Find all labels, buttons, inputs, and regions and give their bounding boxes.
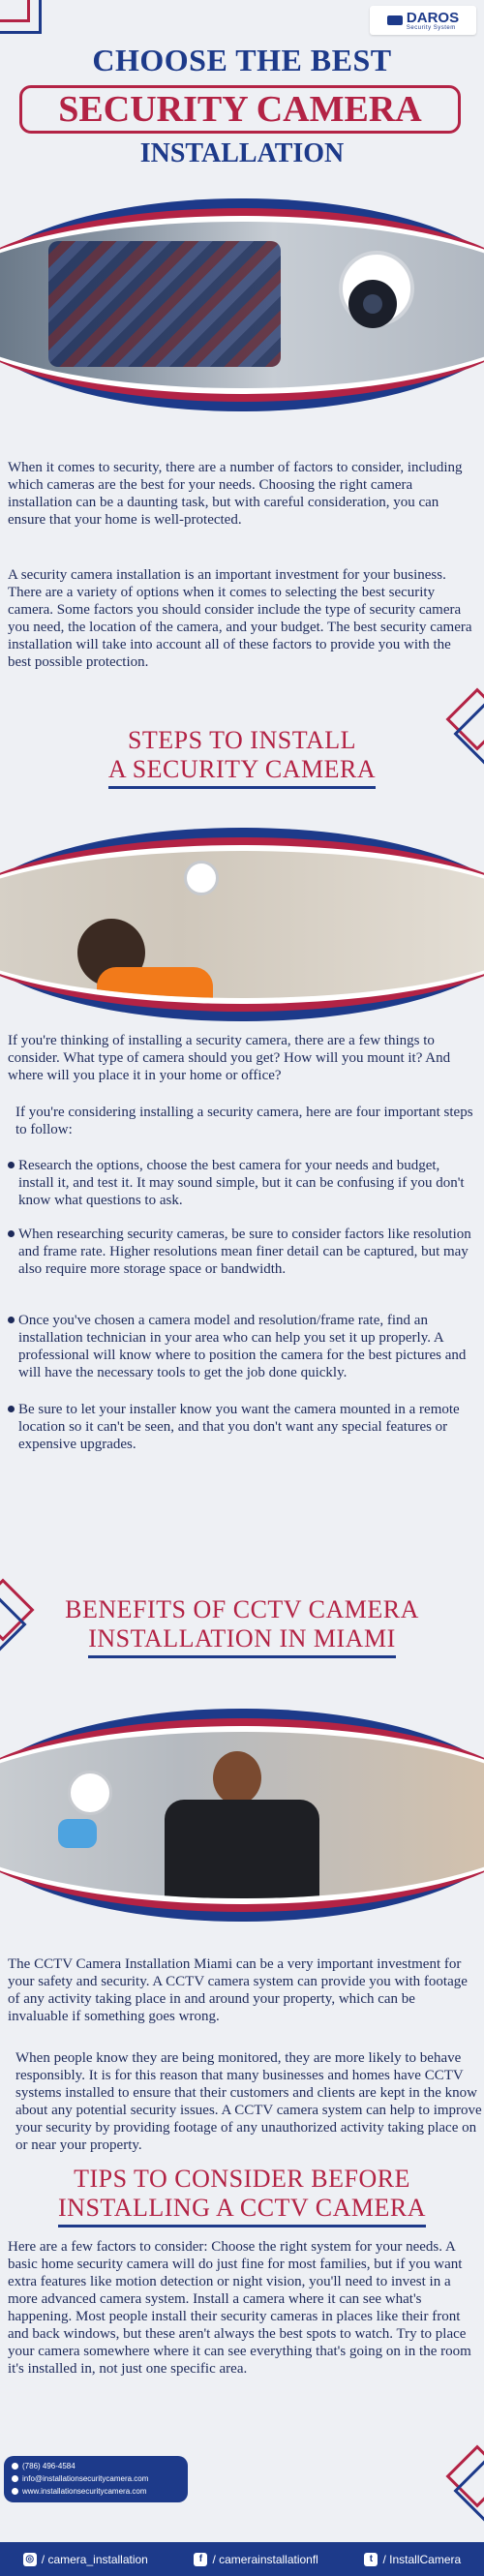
steps-heading-line2: A SECURITY CAMERA bbox=[108, 755, 376, 789]
logo-brand: DAROS bbox=[406, 9, 460, 26]
intro-paragraph-1: When it comes to security, there are a number of factors to consider, including which cameras are the best for your needs. Choosing the right camera installation can be a daunting task, but with careful consideration, you can ensure that your home is well-protected. bbox=[8, 460, 463, 528]
logo-subtitle: Security System bbox=[406, 24, 456, 31]
steps-image-band bbox=[0, 828, 484, 1021]
steps-bullet bbox=[8, 1401, 476, 1453]
facebook-icon: f bbox=[194, 2553, 207, 2566]
twitter-icon: t bbox=[364, 2553, 378, 2566]
social-bar bbox=[0, 2542, 484, 2576]
steps-paragraph-2: If you're considering installing a security camera, here are four important steps to follow: bbox=[15, 1105, 473, 1137]
bullet-dot bbox=[8, 1230, 15, 1237]
bullet-dot bbox=[8, 1317, 15, 1323]
tips-heading bbox=[0, 2165, 484, 2227]
benefits-paragraph-1: The CCTV Camera Installation Miami can be a very important investment for your safety and security. A CCTV camera system can provide you with footage of any activity taking place in and around your property, which can be invaluable if something goes wrong. bbox=[8, 1956, 468, 2024]
steps-heading bbox=[0, 726, 484, 789]
corner-decoration bbox=[0, 0, 30, 22]
benefits-heading-line2: INSTALLATION IN MIAMI bbox=[88, 1624, 396, 1658]
steps-bullet bbox=[8, 1157, 476, 1209]
phone-icon bbox=[12, 2463, 18, 2470]
contact-phone[interactable]: (786) 496-4584 bbox=[12, 2460, 180, 2472]
benefits-image-band bbox=[0, 1709, 484, 1922]
hero-title-line3: INSTALLATION bbox=[139, 138, 345, 168]
benefits-heading-line1: BENEFITS OF CCTV CAMERA bbox=[65, 1595, 419, 1623]
steps-bullet-text: Once you've chosen a camera model and resolution/frame rate, find an installation technician in your area who can help you set it up properly. A professional will know where to position the camera for the best pictures and will have the necessary tools to get the job done quickly. bbox=[18, 1313, 467, 1380]
globe-icon bbox=[12, 2488, 18, 2495]
social-twitter[interactable]: t / InstallCamera bbox=[364, 2553, 461, 2566]
technician-photo bbox=[0, 851, 484, 998]
steps-bullet-text: Research the options, choose the best camera for your needs and budget, install it, and test it. It may sound simple, but it can be confusing if you don't know what questions to ask. bbox=[18, 1158, 465, 1208]
daros-logo bbox=[370, 6, 476, 35]
tips-heading-line1: TIPS TO CONSIDER BEFORE bbox=[74, 2165, 410, 2193]
benefits-heading bbox=[0, 1595, 484, 1658]
camera-icon bbox=[387, 15, 403, 25]
instagram-icon: ◎ bbox=[23, 2553, 37, 2566]
intro-paragraph-2: A security camera installation is an important investment for your business. There are a variety of options when it comes to selecting the best security camera. Some factors you should consider include the type of security camera you need, the location of the camera, and your budget. The best security camera installation will take into account all of these factors to provide you with the best possible protection. bbox=[8, 567, 472, 670]
steps-bullet-text: Be sure to let your installer know you want the camera mounted in a remote location so it can't be seen, and that you don't want any special features or expensive upgrades. bbox=[18, 1402, 460, 1452]
tips-paragraph: Here are a few factors to consider: Choose the right system for your needs. A basic home security camera will do just fine for most families, but if you want extra features like motion detection or night vision, you'll need to invest in a more advanced camera system. Install a camera where it can see what's happening. Most people install their security cameras in places like their front and back windows, but these aren't always the best spots to watch. Try to place your camera somewhere where it can see everything that's going on in the room it's installed in, not just one specific area. bbox=[8, 2239, 471, 2377]
steps-bullet-text: When researching security cameras, be sure to consider factors like resolution and frame rate. Higher resolutions mean finer detail can be captured, but may also require more storage space or bandwidth. bbox=[18, 1227, 471, 1277]
steps-bullet bbox=[8, 1226, 476, 1278]
steps-bullet bbox=[8, 1312, 476, 1381]
contact-box bbox=[4, 2456, 188, 2502]
hero-image-band bbox=[0, 198, 484, 411]
contact-website[interactable]: www.installationsecuritycamera.com bbox=[12, 2485, 180, 2498]
steps-heading-line1: STEPS TO INSTALL bbox=[127, 726, 357, 754]
hero-title-line1: CHOOSE THE BEST bbox=[92, 43, 392, 77]
hero-title-line2: SECURITY CAMERA bbox=[19, 85, 461, 134]
contact-email[interactable]: info@installationsecuritycamera.com bbox=[12, 2472, 180, 2485]
social-facebook[interactable]: f / camerainstallationfl bbox=[194, 2553, 318, 2566]
camera-install-photo bbox=[0, 222, 484, 388]
cctv-technician-photo bbox=[0, 1732, 484, 1898]
tips-heading-line2: INSTALLING A CCTV CAMERA bbox=[58, 2194, 426, 2227]
bullet-dot bbox=[8, 1162, 15, 1168]
benefits-paragraph-2: When people know they are being monitored, they are more likely to behave responsibly. It is for this reason that many businesses and homes have CCTV systems installed to ensure that their customers and clients are kept in the know about any potential security issues. A CCTV camera system can help to improve your security by providing footage of any unauthorized activity taking place on or near your property. bbox=[15, 2050, 482, 2153]
social-instagram[interactable]: ◎ / camera_installation bbox=[23, 2553, 148, 2566]
bullet-dot bbox=[8, 1406, 15, 1412]
steps-paragraph-1: If you're thinking of installing a security camera, there are a few things to consider. What type of camera should you get? How will you mount it? And where will you place it in your home or office? bbox=[8, 1033, 451, 1083]
email-icon bbox=[12, 2475, 18, 2482]
